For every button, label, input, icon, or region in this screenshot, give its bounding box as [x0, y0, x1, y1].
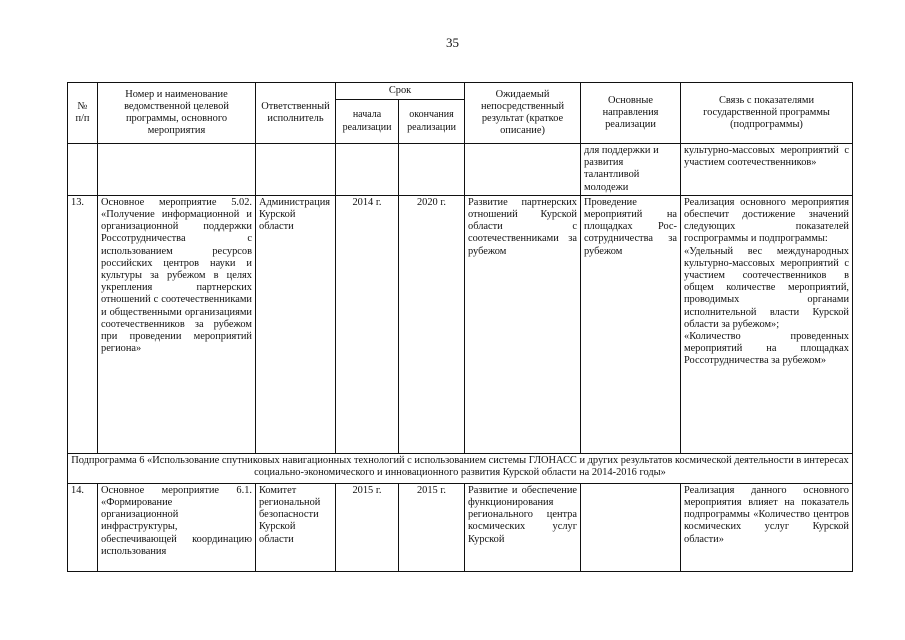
header-expected: Ожидаемый непосредственный результат (краткое описание) — [465, 83, 581, 144]
cell-link: Реализация основного мероприятия обеспечит достижение значений следующих показателей госпрограммы и подпрограммы: «Удельный вес международных культурно-массовых мероприятий с участием соотечественников в общем количестве мероприятий, проводимых органами исполнительной власти Курской области за рубежом»; «Количество проведенных мероприятий на площадках Россотрудничества за рубежом» — [681, 195, 853, 453]
cell-responsible: Администрация Курской области — [256, 195, 336, 453]
subprogram-row — [68, 453, 853, 483]
cell-end: 2020 г. — [399, 195, 465, 453]
table-row — [68, 483, 853, 571]
header-link: Связь с показателями государственной программы (подпрограммы) — [681, 83, 853, 144]
cell-num — [68, 144, 98, 196]
cell-directions — [581, 483, 681, 571]
measures-table — [67, 82, 853, 572]
header-period: Срок — [336, 83, 465, 100]
cell-directions: для поддержки и развития талантливой молодежи — [581, 144, 681, 196]
cell-link: Реализация данного основного мероприятия влияет на показатель подпрограммы «Количество центров космических услуг Курской области» — [681, 483, 853, 571]
cell-num: 14. — [68, 483, 98, 571]
cell-expected: Развитие партнерских отношений Курской области с соотечественниками за рубежом — [465, 195, 581, 453]
header-start: начала реализации — [336, 100, 399, 144]
page-number: 35 — [446, 35, 459, 50]
cell-expected — [465, 144, 581, 196]
cell-end: 2015 г. — [399, 483, 465, 571]
cell-start: 2015 г. — [336, 483, 399, 571]
cell-name — [98, 144, 256, 196]
cell-start — [336, 144, 399, 196]
table-row — [68, 195, 853, 453]
header-name: Номер и наименование ведомственной целевой программы, основного мероприятия — [98, 83, 256, 144]
cell-start: 2014 г. — [336, 195, 399, 453]
cell-responsible: Комитет региональной безопасности Курской области — [256, 483, 336, 571]
cell-end — [399, 144, 465, 196]
cell-link: культурно-массовых мероприятий с участием соотечественников» — [681, 144, 853, 196]
cell-directions: Проведение мероприятий на площадках Рос-сотрудничества за рубежом — [581, 195, 681, 453]
table-row — [68, 144, 853, 196]
cell-name: Основное мероприятие 5.02. «Получение информационной и организационной поддержки Россотрудничества с использованием ресурсов российских центров науки и культуры за рубежом в целях укрепления партнерских отношений с соотечественниками и общественными организациями соотечественников за рубежом при проведении мероприятий региона» — [98, 195, 256, 453]
header-num: № п/п — [68, 83, 98, 144]
header-responsible: Ответственный исполнитель — [256, 83, 336, 144]
cell-name: Основное мероприятие 6.1. «Формирование организационной инфраструктуры, обеспечивающей координацию использования — [98, 483, 256, 571]
cell-num: 13. — [68, 195, 98, 453]
cell-responsible — [256, 144, 336, 196]
cell-expected: Развитие и обеспечение функционирования регионального центра космических услуг Курской — [465, 483, 581, 571]
header-directions: Основные направления реализации — [581, 83, 681, 144]
header-end: окончания реализации — [399, 100, 465, 144]
subprogram-title: Подпрограмма 6 «Использование спутниковых навигационных технологий с использованием системы ГЛОНАСС и других результатов космической деятельности в интересах социально-экономического и инновационного развития Курской области на 2014-2016 годы» — [68, 453, 853, 483]
